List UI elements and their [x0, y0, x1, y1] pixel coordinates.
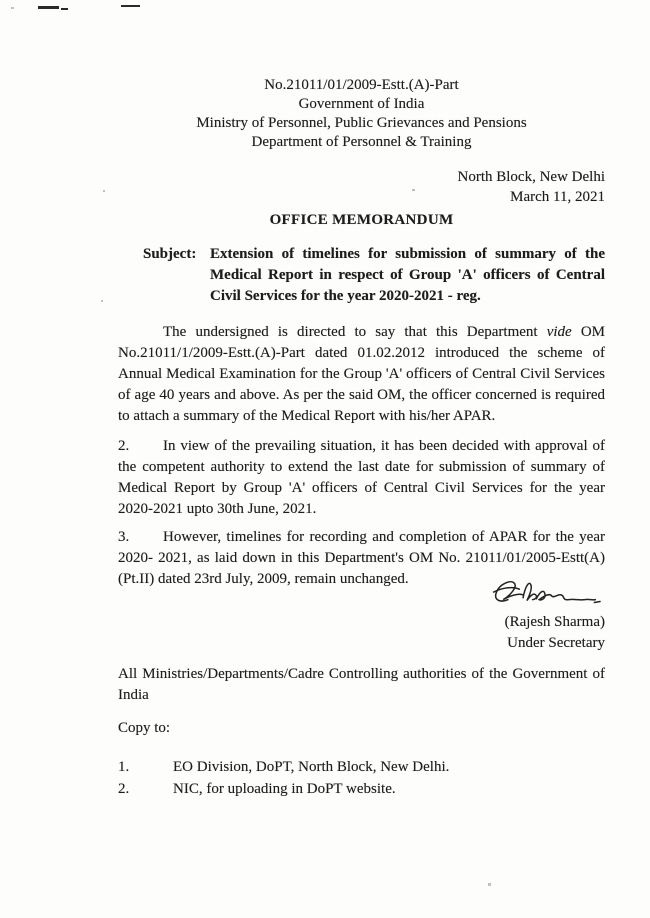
scan-speck	[488, 883, 491, 886]
place-line: North Block, New Delhi	[457, 169, 605, 185]
date-line: March 11, 2021	[510, 189, 605, 205]
signatory-title: Under Secretary	[507, 635, 605, 651]
scan-speck	[103, 190, 105, 192]
copy-item	[118, 778, 605, 800]
memo-heading: OFFICE MEMORANDUM	[269, 212, 454, 228]
letterhead	[118, 76, 605, 152]
copy-to-list	[118, 756, 605, 800]
ministry-line: Ministry of Personnel, Public Grievances and Pensions	[196, 115, 527, 131]
paragraph-1-text: The undersigned is directed to say that this Department	[163, 324, 547, 340]
subject-text: Extension of timelines for submission of summary of the Medical Report in respect of Group 'A' officers of Central Civil Services for the year 2020-2021 - reg.	[210, 246, 605, 304]
copy-item-number: 2.	[118, 781, 130, 797]
place-date-block	[118, 167, 605, 207]
scan-mark	[38, 6, 59, 9]
paragraph-1	[118, 322, 605, 427]
scan-speck	[11, 7, 14, 9]
paragraph-3-number: 3.	[118, 529, 130, 545]
subject-label: Subject:	[143, 246, 197, 262]
paragraph-2-text: In view of the prevailing situation, it has been decided with approval of the competent authority to extend the last date for submission of summary of Medical Report by Group 'A' officers of Central Civil Services for the year 2020-2021 upto 30th June, 2021.	[118, 438, 605, 517]
paragraph-1-rest: OM No.21011/1/2009-Estt.(A)-Part dated 01.02.2012 introduced the scheme of Annual Medical Examination for the Group 'A' officers of Central Civil Services of age 40 years and above. As per the said OM, the officer concerned is required to attach a summary of the Medical Report with his/her APAR.	[118, 324, 605, 424]
paragraph-3-text: However, timelines for recording and completion of APAR for the year 2020- 2021, as laid down in this Department's OM No. 21011/01/2005-Estt(A)(Pt.II) dated 23rd July, 2009, remain unchanged.	[118, 529, 605, 587]
subject-block	[118, 244, 605, 307]
copy-item-text: NIC, for uploading in DoPT website.	[173, 781, 396, 797]
copy-item	[118, 756, 605, 778]
copy-item-number: 1.	[118, 759, 130, 775]
handwritten-signature-icon	[485, 574, 603, 612]
copy-to-label: Copy to:	[118, 720, 171, 736]
paragraph-2-number: 2.	[118, 438, 130, 454]
scan-mark	[61, 8, 68, 10]
addressee-line: All Ministries/Departments/Cadre Controlling authorities of the Government of India	[118, 666, 605, 703]
memo-content	[118, 0, 605, 800]
reference-number: No.21011/01/2009-Estt.(A)-Part	[264, 77, 459, 93]
scan-speck	[101, 300, 103, 302]
signatory-name: (Rajesh Sharma)	[504, 614, 605, 630]
paragraph-2	[118, 436, 605, 520]
department-line: Department of Personnel & Training	[251, 134, 472, 150]
vide-italic: vide	[546, 324, 572, 340]
government-line: Government of India	[298, 96, 425, 112]
copy-item-text: EO Division, DoPT, North Block, New Delhi.	[173, 759, 450, 775]
